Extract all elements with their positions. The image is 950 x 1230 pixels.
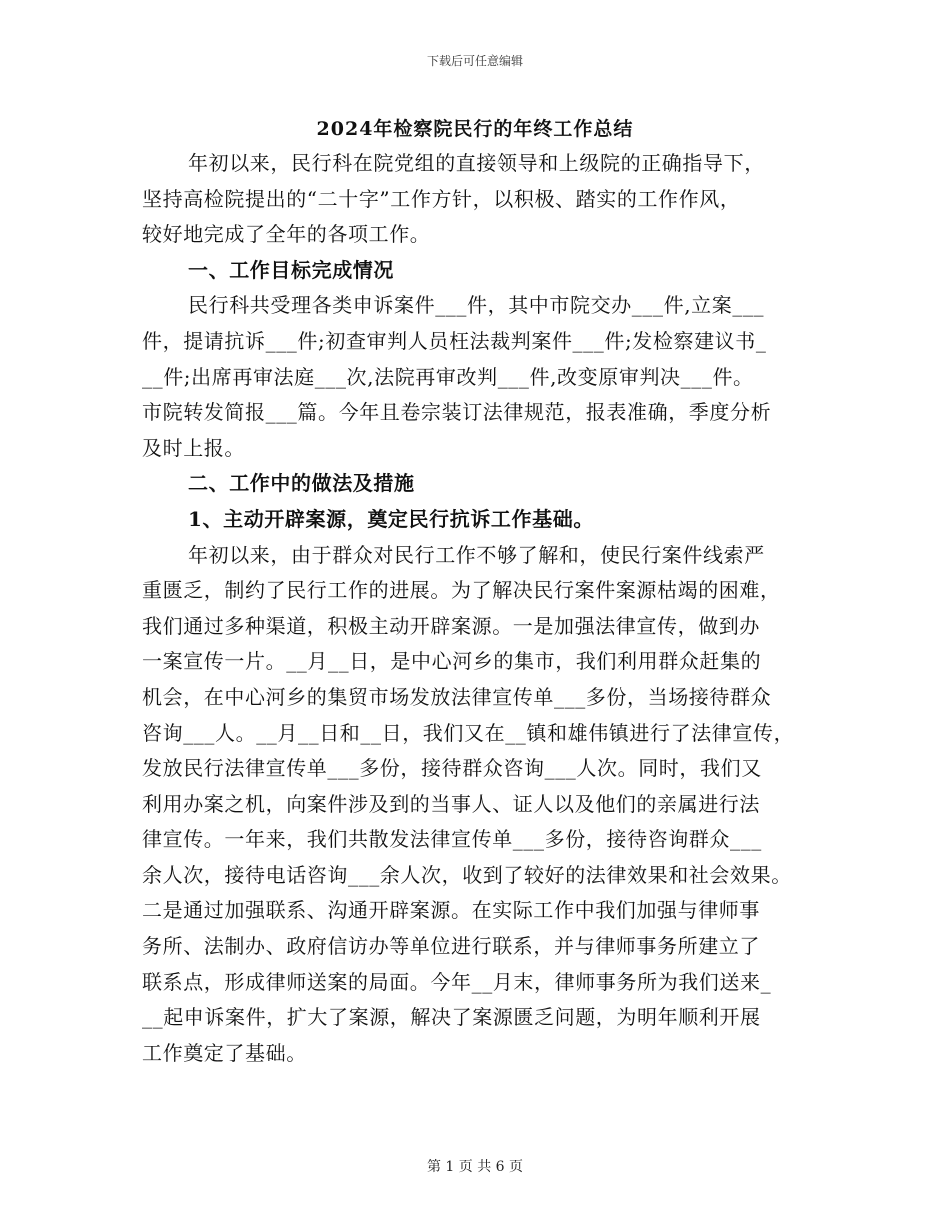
header-note: 下载后可任意编辑: [426, 54, 523, 68]
page-footer: 第 1 页 共 6 页: [426, 1159, 524, 1175]
paragraph-line: 联系点，形成律师送案的局面。今年__月末，律师事务所为我们送来_: [142, 969, 772, 994]
section-heading: 一、工作目标完成情况: [188, 257, 394, 282]
paragraph-line: 利用办案之机，向案件涉及到的当事人、证人以及他们的亲属进行法: [142, 791, 760, 816]
paragraph-line: 年初以来，由于群众对民行工作不够了解和，使民行案件线索严: [188, 542, 765, 567]
paragraph-line: 我们通过多种渠道，积极主动开辟案源。一是加强法律宣传，做到办: [142, 613, 760, 638]
paragraph-line: 律宣传。一年来，我们共散发法律宣传单___多份，接待咨询群众___: [142, 827, 762, 852]
paragraph-line: 余人次，接待电话咨询___余人次，收到了较好的法律效果和社会效果。: [142, 862, 792, 887]
paragraph-line: 年初以来，民行科在院党组的直接领导和上级院的正确指导下，: [188, 151, 765, 175]
paragraph-line: 务所、法制办、政府信访办等单位进行联系，并与律师事务所建立了: [142, 934, 760, 959]
paragraph-line: 二是通过加强联系、沟通开辟案源。在实际工作中我们加强与律师事: [142, 898, 760, 923]
paragraph-line: 市院转发简报___篇。今年且卷宗装订法律规范，报表准确，季度分析: [142, 400, 772, 425]
section-heading: 二、工作中的做法及措施: [188, 471, 415, 496]
paragraph-line: 较好地完成了全年的各项工作。: [142, 222, 431, 247]
paragraph-line: 坚持高检院提出的“二十字”工作方针，以积极、踏实的工作作风，: [142, 186, 741, 211]
paragraph-line: 机会，在中心河乡的集贸市场发放法律宣传单___多份，当场接待群众: [142, 684, 772, 709]
paragraph-line: 重匮乏，制约了民行工作的进展。为了解决民行案件案源枯竭的困难，: [142, 578, 781, 603]
subsection-heading: 1、主动开辟案源，奠定民行抗诉工作基础。: [188, 506, 594, 531]
paragraph-line: 发放民行法律宣传单___多份，接待群众咨询___人次。同时，我们又: [142, 756, 762, 781]
document-title: 2024年检察院民行的年终工作总结: [316, 118, 634, 140]
paragraph-line: __起申诉案件，扩大了案源，解决了案源匮乏问题，为明年顺利开展: [142, 1005, 761, 1030]
paragraph-line: __件;出席再审法庭___次,法院再审改判___件,改变原审判决___件。: [142, 364, 754, 389]
paragraph-line: 工作奠定了基础。: [142, 1040, 307, 1065]
paragraph-line: 咨询___人。__月__日和__日，我们又在__镇和雄伟镇进行了法律宣传，: [142, 720, 795, 745]
paragraph-line: 民行科共受理各类申诉案件___件，其中市院交办___件,立案___: [188, 293, 765, 318]
paragraph-line: 及时上报。: [142, 435, 245, 460]
paragraph-line: 一案宣传一片。__月__日，是中心河乡的集市，我们利用群众赶集的: [142, 649, 762, 674]
document-body: [142, 146, 812, 1071]
paragraph-line: 件，提请抗诉___件;初查审判人员枉法裁判案件___件;发检察建议书_: [142, 328, 767, 353]
